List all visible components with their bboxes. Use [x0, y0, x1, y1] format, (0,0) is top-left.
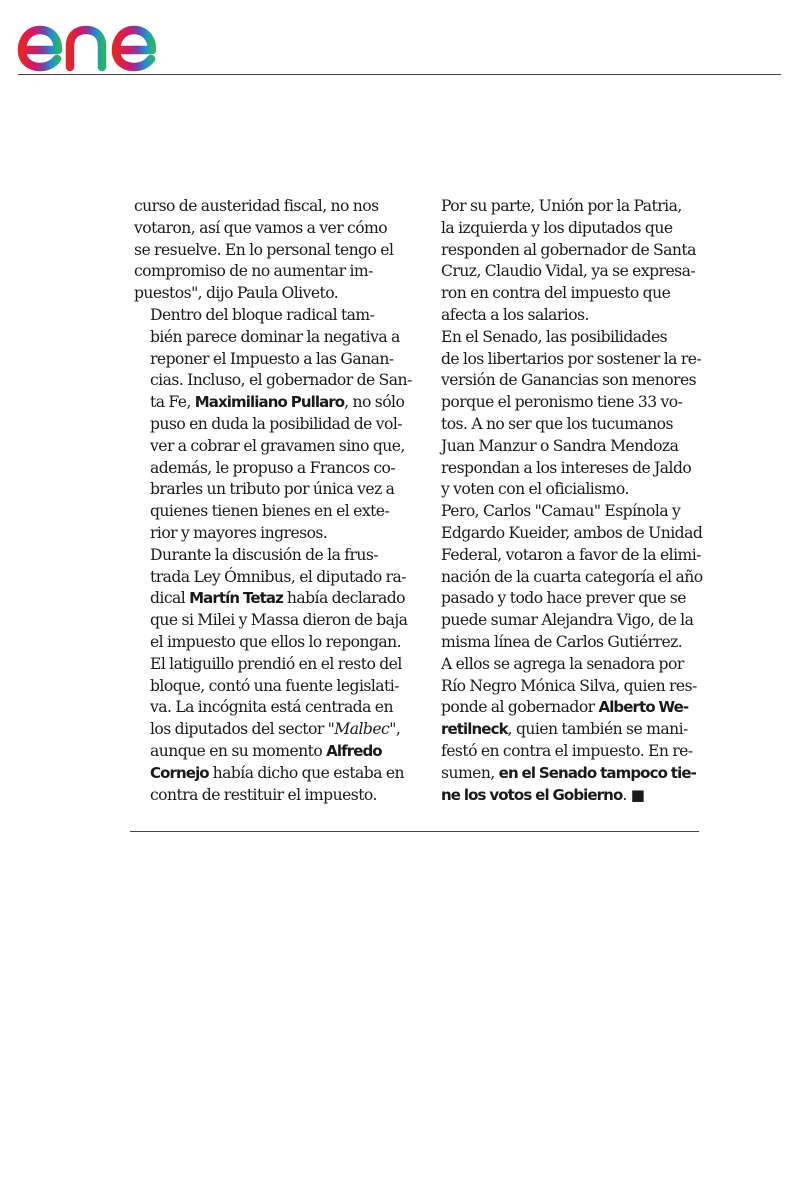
- article-column-right: [425, 196, 703, 806]
- bold-conclusion: en el Senado tampoco tie-: [498, 763, 696, 782]
- name-highlight: retilneck: [441, 720, 508, 739]
- header-rule: [18, 74, 781, 75]
- paragraph: Dentro del bloque radical tam- bién parece dominar la negativa a reponer el Impuesto a las Ganan- cias. Incluso, el gobernador de San- ta Fe, Maximiliano Pullaro, no sólo puso en duda la posibilidad de vol- ver a cobrar el gravamen sino que, además, le propuso a Francos co- brarles un tributo por única vez a quienes tienen bienes en el exte- rior y mayores ingresos.: [150, 305, 412, 542]
- enel-logo: [14, 4, 190, 72]
- paragraph: En el Senado, las posibilidades de los libertarios por sostener la re- versión de Ganancias son menores porque el peronismo tiene 33 vo- tos. A no ser que los tucumanos Juan Manzur o Sandra Mendoza respondan a los intereses de Jaldo y voten con el oficialismo.: [441, 327, 702, 499]
- footer-rule: [130, 831, 699, 832]
- name-highlight: Martín Tetaz: [189, 589, 283, 608]
- end-mark-icon: ■: [630, 785, 645, 804]
- name-highlight: Alberto We-: [598, 698, 689, 717]
- name-highlight: Maximiliano Pullaro: [194, 393, 345, 412]
- paragraph: A ellos se agrega la senadora por Río Negro Mónica Silva, quien res- ponde al gobernador Alberto We- retilneck, quien también se mani- festó en contra el impuesto. En re- sumen, en el Senado tampoco tie- ne los votos el Gobierno. ■: [441, 654, 697, 804]
- paragraph: curso de austeridad fiscal, no nos votaron, así que vamos a ver cómo se resuelve. En lo personal tengo el compromiso de no aumentar im- puestos", dijo Paula Oliveto.: [134, 197, 394, 303]
- bold-conclusion: ne los votos el Gobierno: [441, 785, 623, 804]
- paragraph: Por su parte, Unión por la Patria, la izquierda y los diputados que responden al gobernador de Santa Cruz, Claudio Vidal, ya se expresa- ron en contra del impuesto que afecta a los salarios.: [441, 197, 696, 324]
- article-column-left: [134, 196, 412, 806]
- name-highlight: Alfredo: [326, 741, 382, 760]
- quoted-term: "Malbec": [327, 720, 396, 739]
- paragraph: Pero, Carlos "Camau" Espínola y Edgardo Kueider, ambos de Unidad Federal, votaron a favor de la elimi- nación de la cuarta categoría el año pasado y todo hace prever que se puede sumar Alejandra Vigo, de la misma línea de Carlos Gutiérrez.: [441, 502, 703, 651]
- paragraph: Durante la discusión de la frus- trada Ley Ómnibus, el diputado ra- dical Martín Tetaz había declarado que si Milei y Massa dieron de baja el impuesto que ellos lo repongan. El latiguillo prendió en el resto del bloque, contó una fuente legislati- va. La incógnita está centrada en los diputados del sector "Malbec", aunque en su momento Alfredo Cornejo había dicho que estaba en contra de restituir el impuesto.: [150, 545, 408, 804]
- name-highlight: Cornejo: [150, 763, 209, 782]
